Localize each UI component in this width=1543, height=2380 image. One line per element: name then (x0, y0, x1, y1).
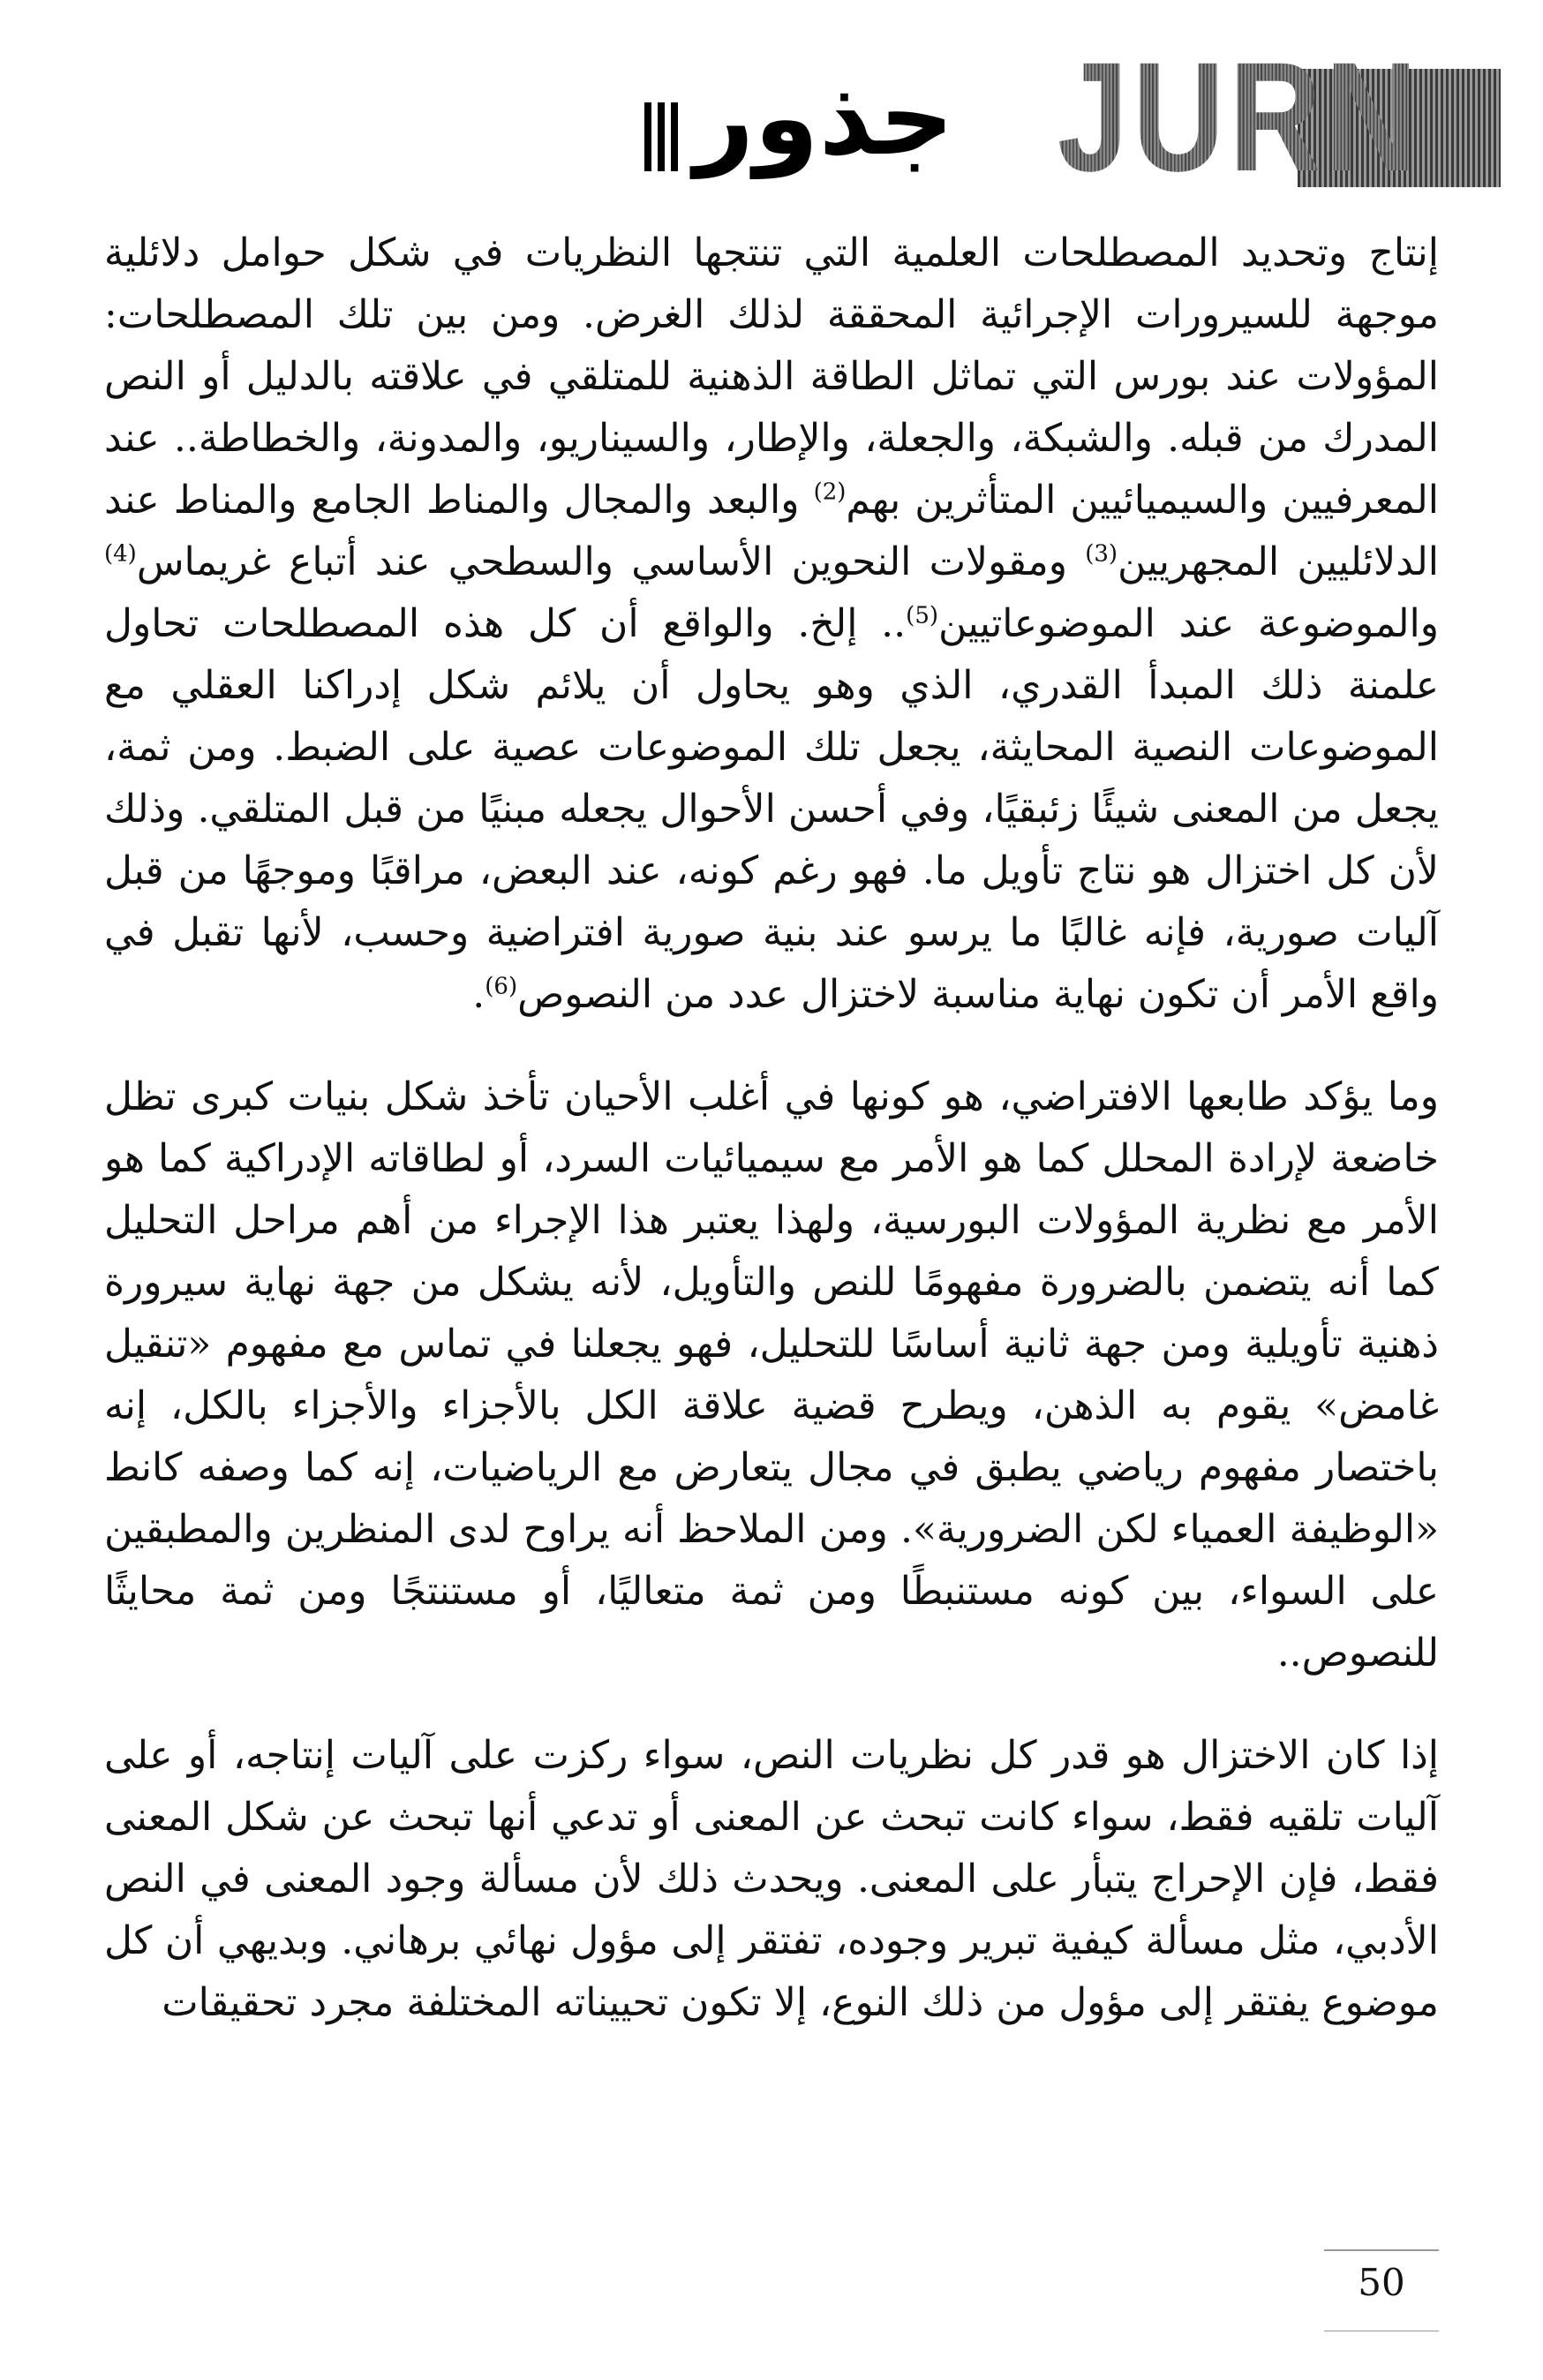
text-segment: والموضوعة عند الموضوعاتيين (938, 601, 1439, 646)
paragraph-1 (104, 222, 1439, 1026)
text-segment: ومقولات النحوين الأساسي والسطحي عند أتباع غريماس (136, 539, 1086, 584)
masthead-rules (644, 102, 678, 171)
journal-masthead (644, 31, 1439, 204)
text-segment: . (472, 972, 485, 1017)
footnote-marker: (6) (485, 973, 518, 1000)
footnote-marker: (3) (1085, 540, 1118, 568)
paragraph-2: وما يؤكد طابعها الافتراضي، هو كونها في أغلب الأحيان تأخذ شكل بنيات كبرى تظل خاضعة لإرادة المحلل كما هو الأمر مع سيميائيات السرد، أو لطاقاته الإدراكية كما هو الأمر مع نظرية المؤولات البورسية، ولهذا يعتبر هذا الإجراء من أهم مراحل التحليل كما أنه يتضمن بالضرورة مفهومًا للنص والتأويل، لأنه يشكل من جهة نهاية سيرورة ذهنية تأويلية ومن جهة ثانية أساسًا للتحليل، فهو يجعلنا في تماس مع مفهوم «تنقيل غامض» يقوم به الذهن، ويطرح قضية علاقة الكل بالأجزاء والأجزاء بالكل، إنه باختصار مفهوم رياضي يطبق في مجال يتعارض مع الرياضيات، إنه كما وصفه كانط «الوظيفة العمياء لكن الضرورية». ومن الملاحظ أنه يراوح لدى المنظرين والمطبقين على السواء، بين كونه مستنبطًا ومن ثمة متعاليًا، أو مستنتجًا ومن ثمة محايثًا للنصوص.. (104, 1074, 1439, 1676)
article-body (104, 222, 1439, 2075)
page-number: 50 (1324, 2249, 1439, 2309)
text-segment: والبعد والمجال والمناط الجامع والمناط عند الدلائليين المجهريين (104, 478, 1439, 584)
text-segment: إنتاج وتحديد المصطلحات العلمية التي تنتجها النظريات في شكل حوامل دلائلية موجهة للسيرورات الإجرائية المحققة لذلك الغرض. ومن بين تلك المصطلحات: المؤولات عند بورس التي تماثل الطاقة الذهنية للمتلقي في علاقته بالدليل أو النص المدرك من قبله. والشبكة، والجعلة، والإطار، والسيناريو، والمدونة، والخطاطة.. عند المعرفيين والسيميائيين المتأثرين بهم (104, 230, 1439, 523)
footnote-marker: (4) (104, 540, 137, 568)
masthead-latin-title: JURN (1054, 51, 1439, 184)
masthead-arabic-title: جذور (694, 56, 954, 178)
footnote-marker: (5) (906, 602, 939, 629)
footnote-marker: (2) (813, 478, 847, 506)
paragraph-3: إذا كان الاختزال هو قدر كل نظريات النص، سواء ركزت على آليات إنتاجه، أو على آليات تلقيه فقط، سواء كانت تبحث عن المعنى أو تدعي أنها تبحث عن شكل المعنى فقط، فإن الإحراج يتبأر على المعنى. ويحدث ذلك لأن مسألة وجود المعنى في النص الأدبي، مثل مسألة كيفية تبرير وجوده، تفتقر إلى مؤول نهائي برهاني. وبديهي أن كل موضوع يفتقر إلى مؤول من ذلك النوع، إلا تكون تحييناته المختلفة مجرد تحقيقات (104, 1733, 1439, 2025)
masthead-latin-block (970, 31, 1439, 204)
text-segment: .. إلخ. والواقع أن كل هذه المصطلحات تحاول علمنة ذلك المبدأ القدري، الذي وهو يحاول أن يلائم شكل إدراكنا العقلي مع الموضوعات النصية المحايثة، يجعل تلك الموضوعات عصية على الضبط. ومن ثمة، يجعل من المعنى شيئًا زئبقيًا، وفي أحسن الأحوال يجعله مبنيًا من قبل المتلقي. وذلك لأن كل اختزال هو نتاج تأويل ما. فهو رغم كونه، عند البعض، مراقبًا وموجهًا من قبل آليات صورية، فإنه غالبًا ما يرسو عند بنية صورية افتراضية وحسب، لأنها تقبل في واقع الأمر أن تكون نهاية مناسبة لاختزال عدد من النصوص (104, 601, 1440, 1017)
